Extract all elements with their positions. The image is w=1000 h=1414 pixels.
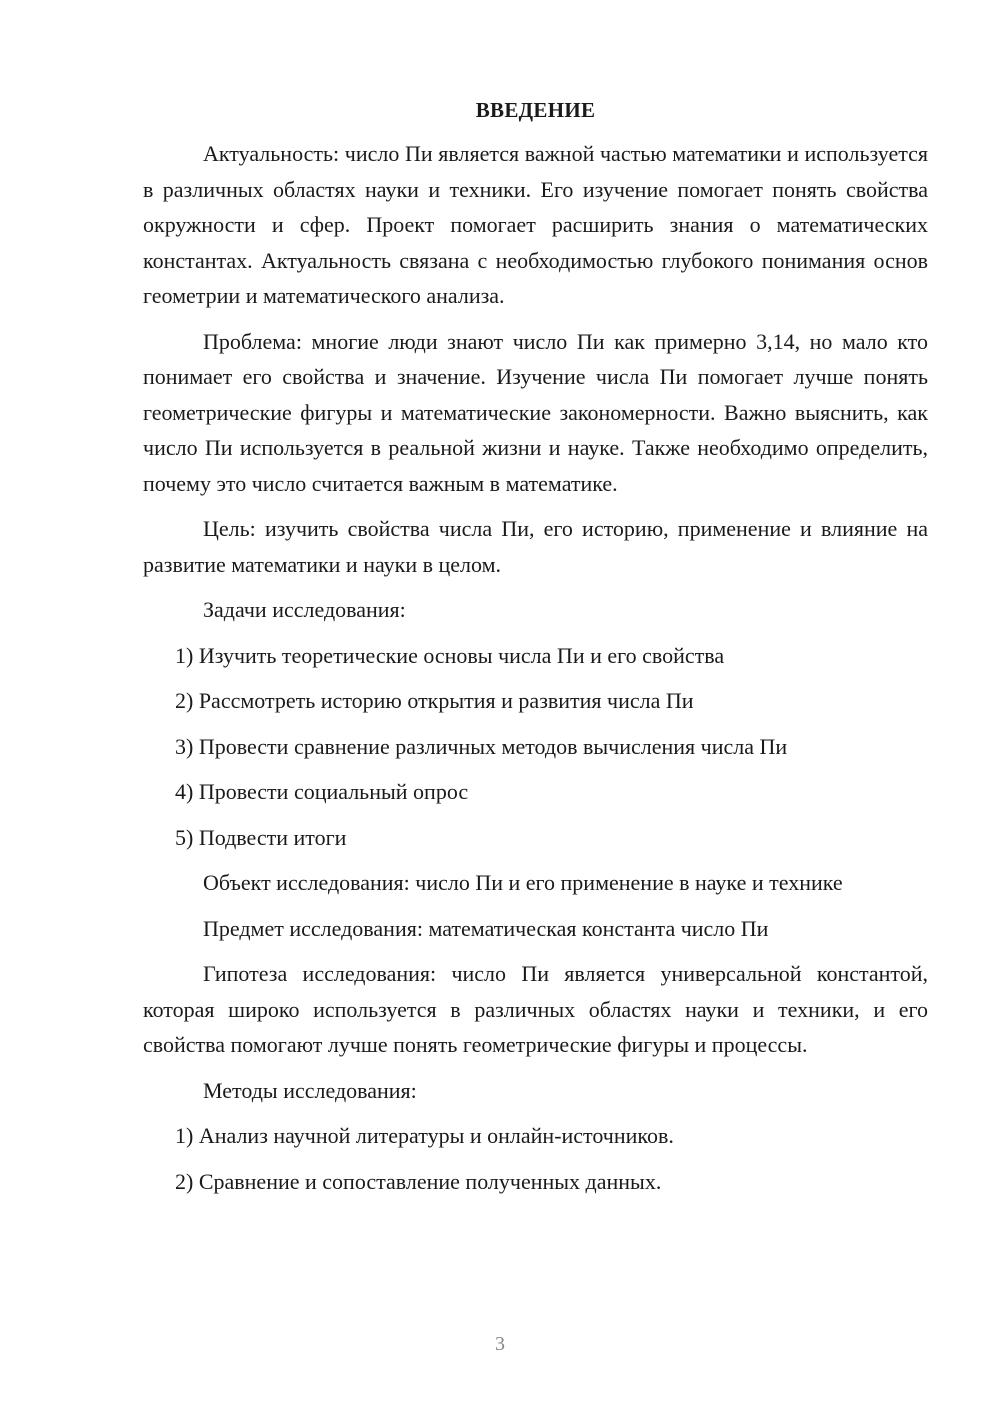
task-item: 1) Изучить теоретические основы числа Пи и его свойства	[175, 642, 725, 668]
methods-list	[143, 1118, 928, 1199]
relevance-paragraph: Актуальность: число Пи является важной частью математики и используется в различных областях науки и техники. Его изучение помогает понять свойства окружности и сфер. Проект помогает расширить знания о математических константах. Актуальность связана с необходимостью глубокого понимания основ геометрии и математического анализа.	[143, 141, 928, 308]
task-item: 5) Подвести итоги	[175, 824, 347, 850]
task-item: 3) Провести сравнение различных методов вычисления числа Пи	[175, 733, 788, 759]
object-paragraph: Объект исследования: число Пи и его применение в науке и технике	[203, 870, 843, 895]
goal-paragraph: Цель: изучить свойства числа Пи, его историю, применение и влияние на развитие математики и науки в целом.	[143, 516, 928, 577]
problem-paragraph: Проблема: многие люди знают число Пи как примерно 3,14, но мало кто понимает его свойства и значение. Изучение числа Пи помогает лучше понять геометрические фигуры и математические закономерности. Важно выяснить, как число Пи используется в реальной жизни и науке. Также необходимо определить, почему это число считается важным в математике.	[143, 328, 928, 496]
tasks-heading: Задачи исследования:	[203, 597, 406, 622]
hypothesis-paragraph: Гипотеза исследования: число Пи является универсальной константой, которая широко используется в различных областях науки и техники, и его свойства помогают лучше понять геометрические фигуры и процессы.	[143, 961, 928, 1057]
task-item: 2) Рассмотреть историю открытия и развития числа Пи	[175, 688, 694, 713]
tasks-list	[143, 638, 928, 856]
document-page	[143, 96, 928, 1209]
section-title: ВВЕДЕНИЕ	[475, 98, 596, 122]
method-item: 2) Сравнение и сопоставление полученных данных.	[175, 1168, 662, 1194]
methods-heading: Методы исследования:	[203, 1077, 417, 1103]
method-item: 1) Анализ научной литературы и онлайн-источников.	[175, 1123, 674, 1148]
task-item: 4) Провести социальный опрос	[175, 779, 469, 804]
page-number: 3	[495, 1333, 505, 1355]
subject-paragraph: Предмет исследования: математическая константа число Пи	[203, 915, 769, 941]
